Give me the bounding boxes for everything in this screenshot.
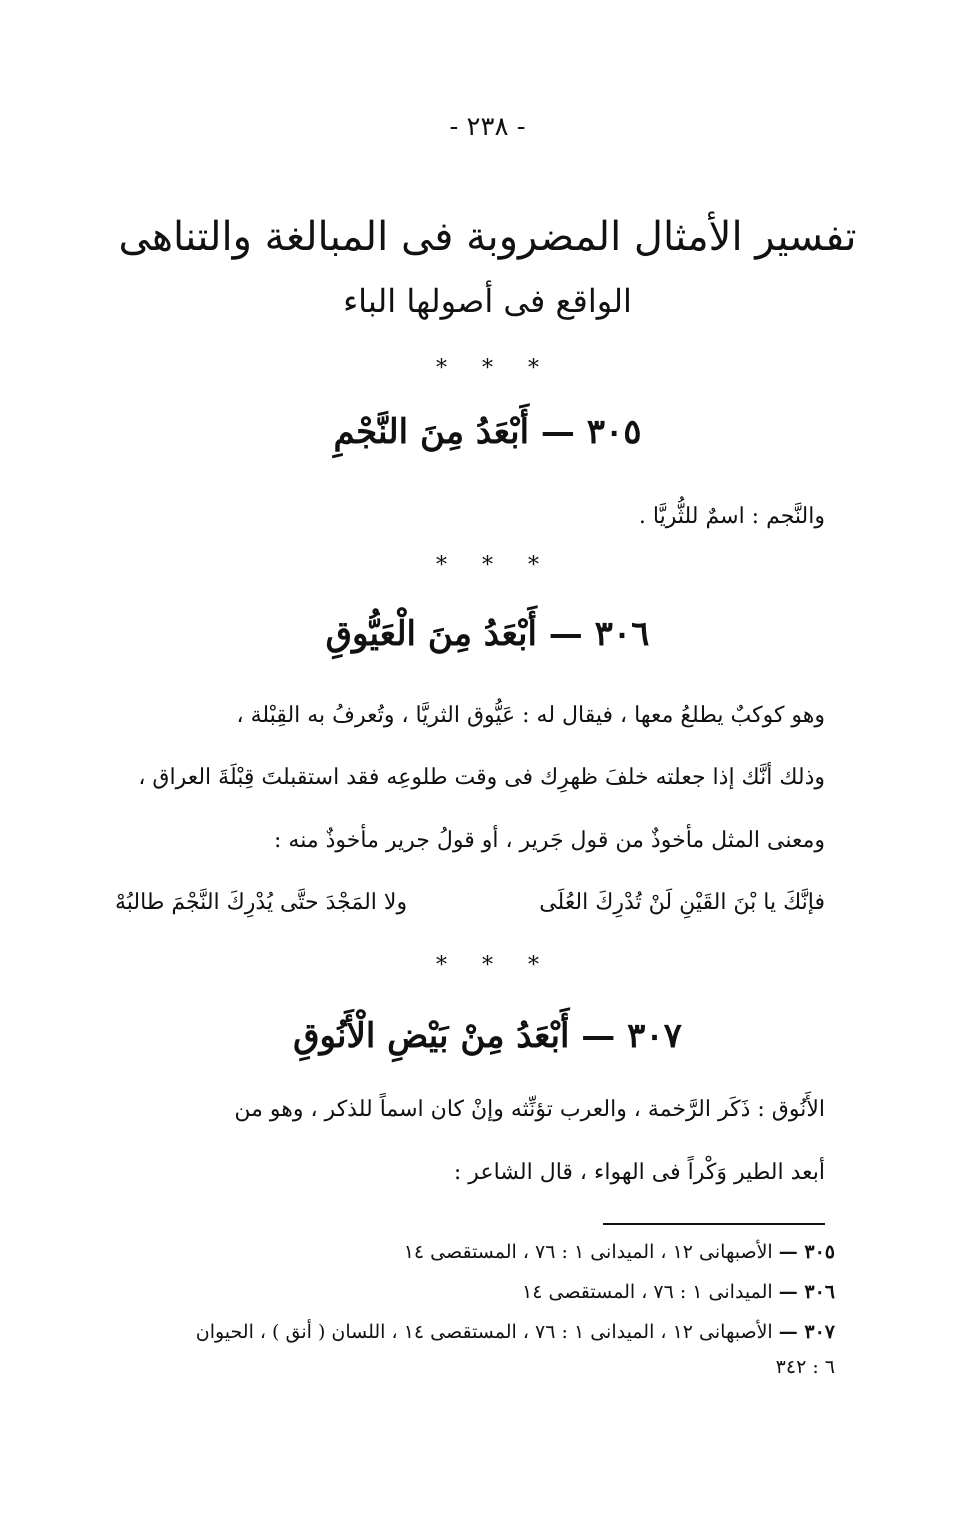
footnote [100,1321,835,1343]
section-separator [0,953,975,978]
entry-text-line: وهو كوكبٌ يطلعُ معها ، فيقال له : عَيُّوق الثريَّا ، وتُعرفُ به القِبْلة ، [236,703,825,728]
footnote-number: ٣٠٧ — [778,1321,835,1343]
footnote-text: الميدانى ١ : ٧٦ ، المستقصى ١٤ [522,1281,773,1303]
asterisk: * [528,953,539,978]
entry-text-line: الأَنُوق : ذَكَر الرَّخمة ، والعرب تؤنِّثه وإنْ كان اسماً للذكر ، وهو من [234,1097,825,1122]
verse-hemistich-first: فإنَّكَ يا بْنَ القَيْنِ لَنْ تُدْرِكَ العُلَى [539,890,825,915]
footnote [100,1241,835,1263]
asterisk: * [528,356,539,381]
page-number: - ٢٣٨ - [449,112,526,142]
entry-text-line: وذلك أنَّك إذا جعلته خلفَ ظهرِك فى وقت طلوعِه فقد استقبلتَ قِبْلَةَ العراق ، [138,765,825,790]
footnote-number: ٣٠٦ — [778,1281,835,1303]
page-subtitle: الواقع فى أصولها الباء [343,282,632,320]
section-separator [0,553,975,578]
asterisk: * [482,356,493,381]
footnote [100,1281,835,1303]
asterisk: * [482,553,493,578]
section-separator [0,356,975,381]
asterisk: * [436,953,447,978]
asterisk: * [436,356,447,381]
entry-heading-307: ٣٠٧ — أَبْعَدُ مِنْ بَيْضِ الْأَنُوقِ [293,1016,682,1056]
entry-text-line: والنَّجم : اسمٌ للثُّريَّا . [638,504,825,529]
entry-text-line: أبعد الطير وَكْراً فى الهواء ، قال الشاعر : [453,1160,825,1185]
footnote-divider [603,1223,825,1225]
footnote-text: ٦ : ٣٤٢ [775,1356,835,1378]
page-title: تفسير الأمثال المضروبة فى المبالغة والتناهى [118,214,857,260]
footnote-text: الأصبهانى ١٢ ، الميدانى ١ : ٧٦ ، المستقصى ١٤ [403,1241,773,1263]
footnote-text: الأصبهانى ١٢ ، الميدانى ١ : ٧٦ ، المستقصى ١٤ ، اللسان ( أنق ) ، الحيوان [195,1321,773,1343]
asterisk: * [436,553,447,578]
entry-heading-305: ٣٠٥ — أَبْعَدُ مِنَ النَّجْمِ [333,412,642,452]
verse-hemistich-second: ولا المَجْدَ حتَّى يُدْرِكَ النَّجْمَ طالبُهْ [115,890,408,915]
footnote-number: ٣٠٥ — [778,1241,835,1263]
entry-heading-306: ٣٠٦ — أَبْعَدُ مِنَ الْعَيُّوقِ [325,614,650,654]
asterisk: * [482,953,493,978]
entry-text-line: ومعنى المثل مأخوذٌ من قول جَرير ، أو قولُ جرير مأخوذٌ منه : [274,828,825,853]
poetry-verse [115,890,825,924]
asterisk: * [528,553,539,578]
footnote-continuation [100,1356,835,1378]
